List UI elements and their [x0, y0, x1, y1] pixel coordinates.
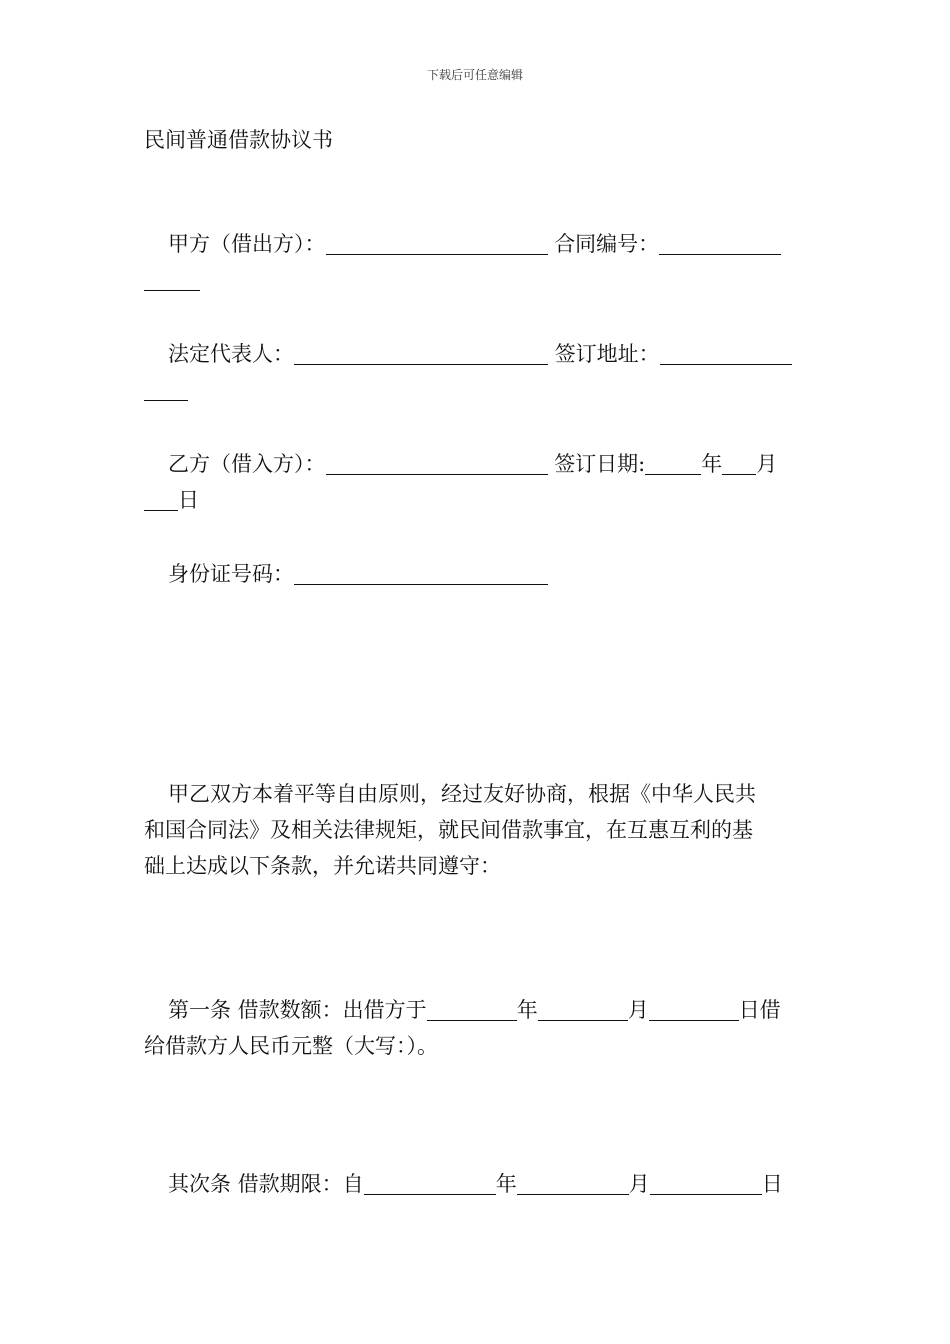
page-header-note: 下载后可任意编辑	[426, 68, 523, 82]
sign-date-continuation	[144, 482, 808, 518]
sign-date-label: 签订日期:	[554, 452, 646, 476]
contract-no-blank[interactable]	[659, 232, 781, 255]
sign-date-month-blank[interactable]	[722, 452, 756, 475]
sign-date-year-label: 年	[701, 452, 723, 476]
article-1-line-2: 给借款方人民币元整（大写：）。	[144, 1034, 438, 1058]
sign-date-year-blank[interactable]	[645, 452, 701, 475]
article-1-year: 年	[516, 998, 538, 1022]
article-2-day: 日	[761, 1172, 783, 1196]
preamble-line-2: 和国合同法》及相关法律规矩，就民间借款事宜，在互惠互利的基	[144, 818, 753, 842]
party-a-label: 甲方（借出方）：	[168, 232, 326, 256]
legal-rep-row	[144, 336, 832, 372]
article-2-day-blank[interactable]	[650, 1172, 762, 1195]
article-1-year-blank[interactable]	[427, 998, 517, 1021]
article-1-day-blank[interactable]	[649, 998, 739, 1021]
article-1-label: 第一条 借款数额：出借方于	[168, 998, 427, 1022]
party-a-row	[144, 226, 832, 262]
article-1-month-blank[interactable]	[538, 998, 628, 1021]
preamble-line-1: 甲乙双方本着平等自由原则，经过友好协商，根据《中华人民共	[168, 782, 756, 806]
sign-place-label: 签订地址：	[554, 342, 660, 366]
contract-no-blank-cont[interactable]	[144, 268, 200, 291]
party-b-blank[interactable]	[326, 452, 548, 475]
article-2-label: 其次条 借款期限：自	[168, 1172, 364, 1196]
id-no-row	[144, 556, 832, 592]
article-1-month: 月	[627, 998, 649, 1022]
article-1-line-1	[144, 992, 808, 1028]
id-no-blank[interactable]	[294, 562, 548, 585]
article-2-line-1	[144, 1166, 808, 1202]
article-2-month: 月	[628, 1172, 650, 1196]
article-2-month-blank[interactable]	[517, 1172, 629, 1195]
article-2-year-blank[interactable]	[364, 1172, 496, 1195]
preamble-paragraph	[144, 776, 808, 884]
contract-no-continuation	[144, 262, 808, 298]
party-b-label: 乙方（借入方）：	[168, 452, 326, 476]
article-2	[144, 1166, 808, 1202]
contract-no-label: 合同编号：	[554, 232, 660, 256]
sign-date-day-label: 日	[178, 488, 199, 512]
article-1-day: 日借	[738, 998, 781, 1022]
party-a-blank[interactable]	[326, 232, 548, 255]
article-2-year: 年	[495, 1172, 517, 1196]
legal-rep-label: 法定代表人：	[168, 342, 294, 366]
id-no-label: 身份证号码：	[168, 562, 294, 586]
preamble-line-3: 础上达成以下条款，并允诺共同遵守：	[144, 854, 501, 878]
sign-place-blank-cont[interactable]	[144, 378, 188, 401]
sign-date-day-blank[interactable]	[144, 488, 178, 511]
sign-place-continuation	[144, 372, 808, 408]
legal-rep-blank[interactable]	[294, 342, 548, 365]
sign-date-month-label: 月	[756, 452, 778, 476]
sign-place-blank[interactable]	[660, 342, 792, 365]
party-b-row	[144, 446, 832, 482]
article-1	[144, 992, 808, 1064]
document-title: 民间普通借款协议书	[144, 128, 333, 152]
